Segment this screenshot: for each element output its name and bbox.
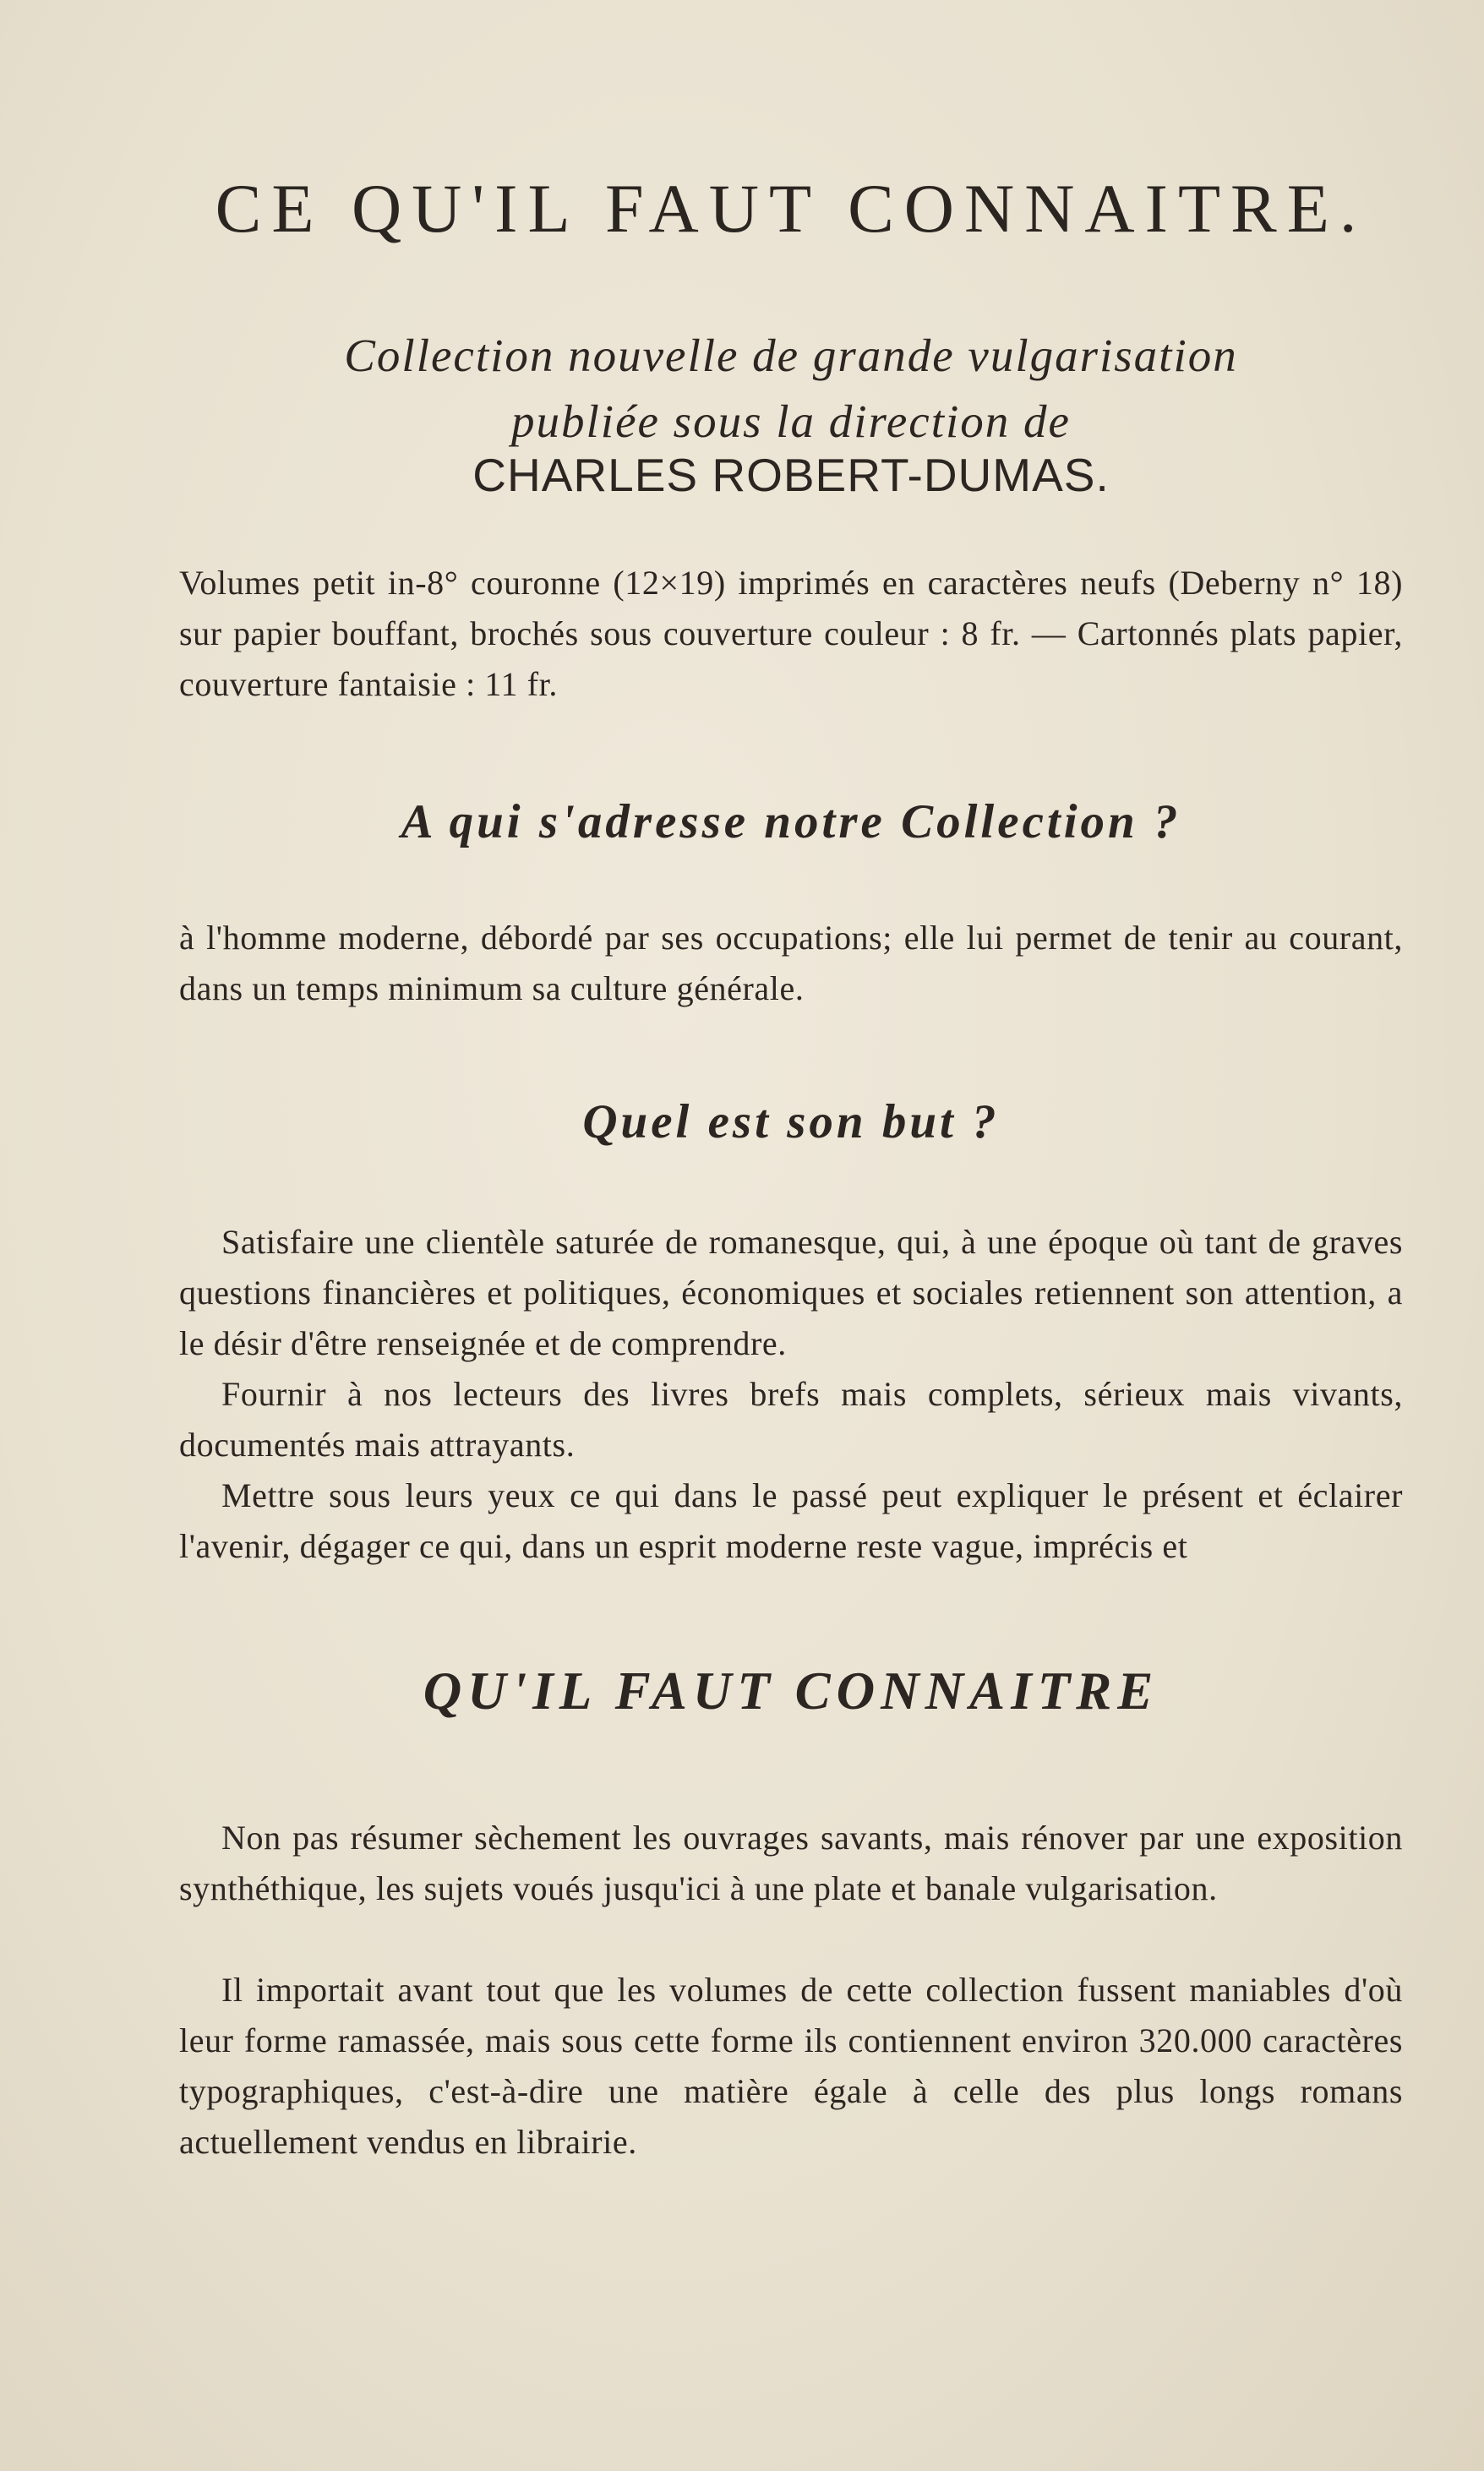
goal-paragraph-1: Satisfaire une clientèle saturée de romanesque, qui, à une époque où tant de graves questions financières et politiques, économiques et sociales retiennent son attention, a le désir d'être renseignée et de comprendre.: [179, 1223, 1403, 1362]
final-paragraph-2: Il importait avant tout que les volumes de cette collection fussent maniables d'où leur forme ramassée, mais sous cette forme ils contiennent environ 320.000 caractères typographiques, c'est-à-dire une matière égale à celle des plus longs romans actuellement vendus en librairie.: [179, 1971, 1403, 2161]
subtitle-line-1: Collection nouvelle de grande vulgarisation: [344, 330, 1238, 381]
goal-paragraph-3: Mettre sous leurs yeux ce qui dans le passé peut expliquer le présent et éclairer l'avenir, dégager ce qui, dans un esprit moderne reste vague, imprécis et: [179, 1476, 1403, 1565]
volumes-paragraph: Volumes petit in-8° couronne (12×19) imprimés en caractères neufs (Deberny n° 18) sur papier bouffant, brochés sous couverture couleur : 8 fr. — Cartonnés plats papier, couverture fantaisie : 11 fr.: [179, 564, 1403, 703]
heading-goal: Quel est son but ?: [582, 1095, 1000, 1148]
heading-who: A qui s'adresse notre Collection ?: [401, 795, 1181, 848]
heading-faut-connaitre: QU'IL FAUT CONNAITRE: [423, 1661, 1159, 1721]
collection-subtitle: [179, 323, 1403, 455]
director-name: CHARLES ROBERT-DUMAS.: [472, 449, 1110, 501]
who-paragraph: à l'homme moderne, débordé par ses occupations; elle lui permet de tenir au courant, dans un temps minimum sa culture générale.: [179, 919, 1403, 1007]
page: [179, 0, 1403, 2471]
goal-paragraph-2: Fournir à nos lecteurs des livres brefs mais complets, sérieux mais vivants, documentés mais attrayants.: [179, 1375, 1403, 1464]
subtitle-line-2: publiée sous la direction de: [511, 395, 1071, 447]
page-title: CE QU'IL FAUT CONNAITRE.: [215, 170, 1367, 247]
final-paragraph-1: Non pas résumer sèchement les ouvrages savants, mais rénover par une exposition synthéthique, les sujets voués jusqu'ici à une plate et banale vulgarisation.: [179, 1819, 1403, 1907]
